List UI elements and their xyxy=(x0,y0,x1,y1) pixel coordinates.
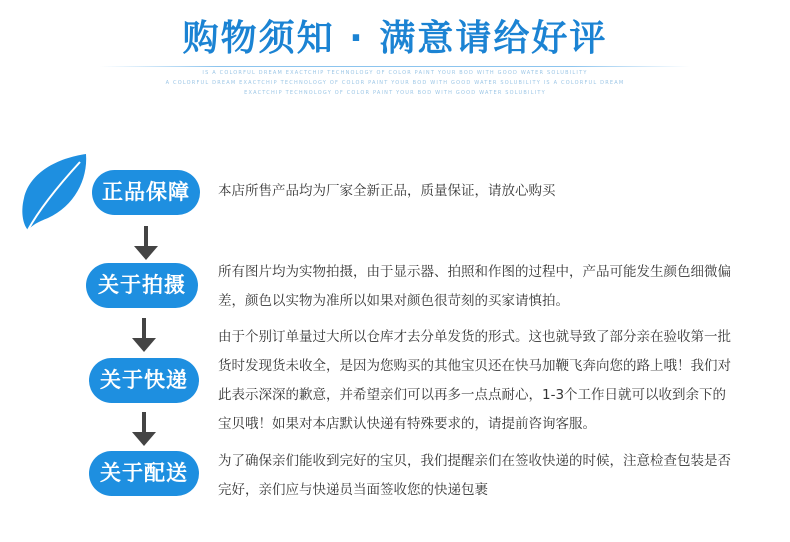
section-label-delivery: 关于配送 xyxy=(89,451,199,496)
subtitle-line-2: A COLORFUL DREAM EXACTCHIP TECHNOLOGY OF COLOR PAINT YOUR BOD WITH GOOD WATER SOLUBILITY IS A COLORFUL DREAM xyxy=(165,80,625,86)
text-line: 货时发现货未收全，是因为您购买的其他宝贝还在快马加鞭飞奔向您的路上哦！我们对 xyxy=(218,358,731,374)
section-text-photography xyxy=(218,258,790,316)
text-line: 由于个别订单量过大所以仓库才去分单发货的形式。这也就导致了部分亲在验收第一批 xyxy=(218,329,731,345)
text-line: 本店所售产品均为厂家全新正品，质量保证，请放心购买 xyxy=(218,183,556,199)
subtitle-line-3: EXACTCHIP TECHNOLOGY OF COLOR PAINT YOUR BOD WITH GOOD WATER SOLUBILITY xyxy=(244,90,546,96)
section-text-delivery xyxy=(218,447,790,505)
text-line: 所有图片均为实物拍摄，由于显示器、拍照和作图的过程中，产品可能发生颜色细微偏 xyxy=(218,264,731,280)
leaf-icon xyxy=(18,152,90,232)
section-text-express xyxy=(218,323,790,439)
section-label-photography: 关于拍摄 xyxy=(86,263,198,308)
section-text-genuine xyxy=(218,177,790,206)
title-divider xyxy=(100,66,690,67)
section-label-express: 关于快递 xyxy=(89,358,199,403)
text-line: 差，颜色以实物为准所以如果对颜色很苛刻的买家请慎拍。 xyxy=(218,293,569,309)
text-line: 完好，亲们应与快递员当面签收您的快递包裹 xyxy=(218,482,488,498)
arrow-down-icon xyxy=(129,318,159,354)
text-line: 宝贝哦！如果对本店默认快递有特殊要求的，请提前咨询客服。 xyxy=(218,416,596,432)
text-line: 为了确保亲们能收到完好的宝贝，我们提醒亲们在签收快递的时候，注意检查包装是否 xyxy=(218,453,731,469)
subtitle-line-1: IS A COLORFUL DREAM EXACTCHIP TECHNOLOGY OF COLOR PAINT YOUR BOD WITH GOOD WATER SOLUBILITY xyxy=(202,70,588,76)
section-label-genuine: 正品保障 xyxy=(92,170,200,215)
arrow-down-icon xyxy=(129,412,159,448)
text-line: 此表示深深的歉意，并希望亲们可以再多一点点耐心，1-3个工作日就可以收到余下的 xyxy=(218,387,727,403)
arrow-down-icon xyxy=(131,226,161,262)
page-title: 购物须知 · 满意请给好评 xyxy=(182,18,608,59)
